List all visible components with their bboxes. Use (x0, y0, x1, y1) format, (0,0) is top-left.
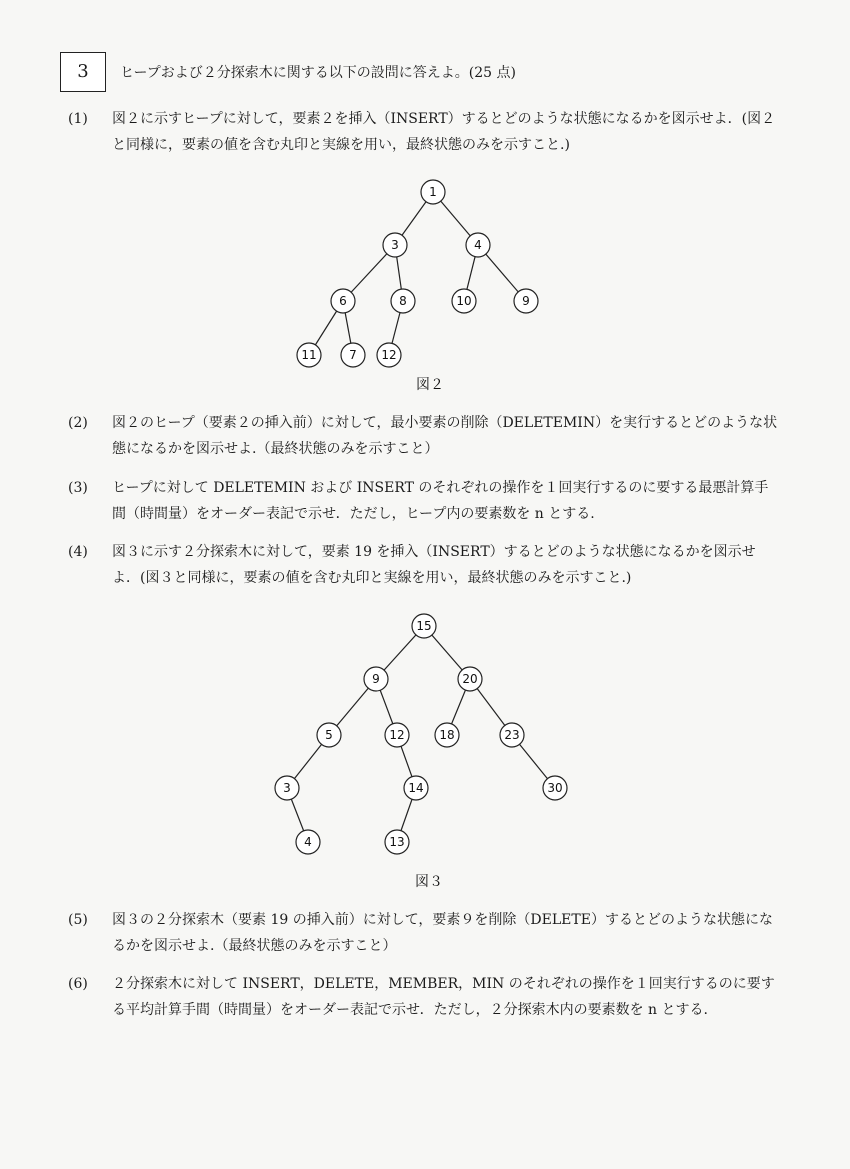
heap-node (466, 233, 490, 257)
heap-node (421, 180, 445, 204)
question-6 (68, 971, 778, 1023)
node-label: 10 (456, 294, 472, 308)
heap-node (383, 233, 407, 257)
bst-node (385, 723, 409, 747)
question-number: (2) (68, 415, 88, 431)
node-label: 12 (381, 348, 397, 362)
node-label: 11 (301, 348, 317, 362)
bst-node (296, 830, 320, 854)
problem-intro: ヒープおよび２分探索木に関する以下の設問に答えよ。(25 点) (120, 65, 516, 81)
node-label: 4 (304, 835, 312, 849)
heap-node (514, 289, 538, 313)
question-number: (4) (68, 544, 88, 560)
bst-node (500, 723, 524, 747)
question-number: (3) (68, 480, 88, 496)
node-label: 18 (439, 728, 455, 742)
question-text: 図２のヒープ（要素２の挿入前）に対して，最小要素の削除（DELETEMIN）を実行するとどのような状態になるかを図示せよ.（最終状態のみを示すこと） (112, 415, 778, 457)
question-text: 図２に示すヒープに対して，要素２を挿入（INSERT）するとどのような状態になるかを図示せよ．(図２と同様に，要素の値を含む丸印と実線を用い，最終状態のみを示すこと.) (112, 111, 776, 153)
node-label: 15 (416, 619, 432, 633)
node-label: 9 (522, 294, 530, 308)
question-number: (1) (68, 111, 88, 127)
bst-node (543, 776, 567, 800)
node-label: 12 (389, 728, 405, 742)
bst-node (275, 776, 299, 800)
bst-node (458, 667, 482, 691)
node-label: 20 (462, 672, 478, 686)
node-label: 5 (325, 728, 333, 742)
question-4 (68, 539, 778, 591)
bst-node (435, 723, 459, 747)
node-label: 9 (372, 672, 380, 686)
node-label: 13 (389, 835, 405, 849)
question-number: (6) (68, 976, 88, 992)
node-label: 3 (283, 781, 291, 795)
heap-node (341, 343, 365, 367)
question-number: (5) (68, 912, 88, 928)
bst-node (364, 667, 388, 691)
question-text: 図３に示す２分探索木に対して，要素 19 を挿入（INSERT）するとどのような状態になるかを図示せよ．(図３と同様に，要素の値を含む丸印と実線を用い，最終状態のみを示すこと.) (112, 544, 756, 586)
heap-node (452, 289, 476, 313)
bst-node (412, 614, 436, 638)
figure-3-bst (0, 605, 850, 895)
question-text: ２分探索木に対して INSERT，DELETE，MEMBER，MIN のそれぞれの操作を１回実行するのに要する平均計算手間（時間量）をオーダー表記で示せ．ただし，２分探索木内の要素数を n とする. (112, 976, 775, 1018)
question-text: 図３の２分探索木（要素 19 の挿入前）に対して，要素９を削除（DELETE）するとどのような状態になるかを図示せよ.（最終状態のみを示すこと） (112, 912, 773, 954)
question-3 (68, 475, 778, 527)
node-label: 8 (399, 294, 407, 308)
heap-node (391, 289, 415, 313)
question-5 (68, 907, 778, 959)
heap-node (377, 343, 401, 367)
heap-node (297, 343, 321, 367)
node-label: 6 (339, 294, 347, 308)
figure-2-caption: 図２ (416, 377, 444, 393)
node-label: 7 (349, 348, 357, 362)
node-label: 23 (504, 728, 520, 742)
figure-2-heap (0, 165, 850, 395)
problem-number-box: 3 (60, 52, 106, 92)
heap-node (331, 289, 355, 313)
question-1 (68, 106, 778, 158)
question-text: ヒープに対して DELETEMIN および INSERT のそれぞれの操作を１回実行するのに要する最悪計算手間（時間量）をオーダー表記で示せ．ただし，ヒープ内の要素数を n とする. (112, 480, 769, 522)
bst-node (385, 830, 409, 854)
node-label: 3 (391, 238, 399, 252)
node-label: 30 (547, 781, 563, 795)
node-label: 1 (429, 185, 437, 199)
node-label: 14 (408, 781, 424, 795)
bst-node (317, 723, 341, 747)
question-2 (68, 410, 778, 462)
figure-3-caption: 図３ (415, 874, 443, 890)
bst-node (404, 776, 428, 800)
node-label: 4 (474, 238, 482, 252)
